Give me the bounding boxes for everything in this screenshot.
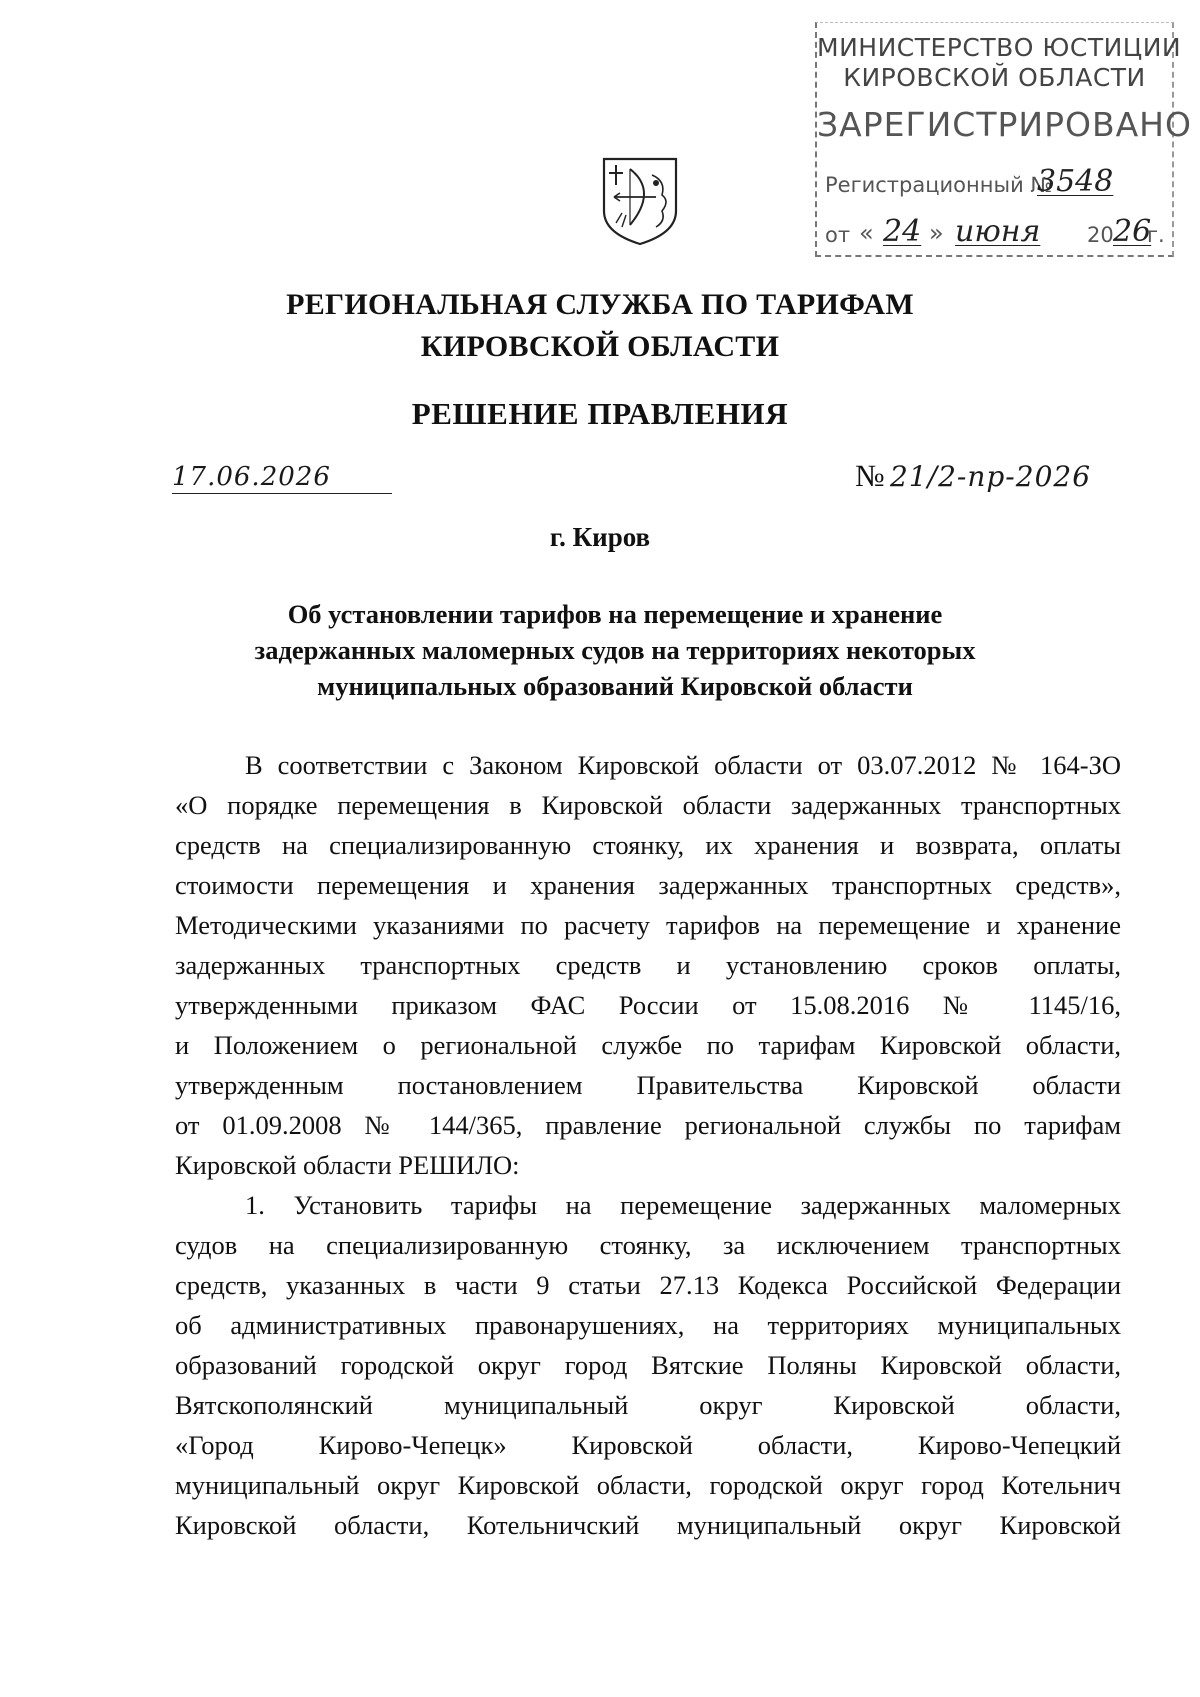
organization-name-line1: РЕГИОНАЛЬНАЯ СЛУЖБА ПО ТАРИФАМ <box>286 288 914 321</box>
subject-line: задержанных маломерных судов на территориях некоторых <box>254 635 976 665</box>
registration-stamp <box>815 22 1192 257</box>
subject-line: муниципальных образований Кировской области <box>317 671 913 701</box>
stamp-day: 24 <box>883 214 922 249</box>
stamp-month: июня <box>955 214 1041 249</box>
stamp-year-prefix: 20 <box>1087 223 1114 247</box>
body-line: В соответствии с Законом Кировской области от 03.07.2012 № 164-ЗО <box>245 750 1121 780</box>
body-line: средств на специализированную стоянку, их хранения и возврата, оплаты <box>175 830 1121 860</box>
body-line: Вятскополянский муниципальный округ Кировской области, <box>175 1390 1121 1420</box>
body-line: утвержденными приказом ФАС России от 15.08.2016 № 1145/16, <box>175 990 1121 1020</box>
document-type-title: РЕШЕНИЕ ПРАВЛЕНИЯ <box>411 396 789 431</box>
body-line: муниципальный округ Кировской области, городской округ город Котельнич <box>175 1470 1121 1500</box>
stamp-year-suffix: 26 <box>1113 214 1152 249</box>
body-line: об административных правонарушениях, на территориях муниципальных <box>175 1310 1121 1340</box>
body-line: утвержденным постановлением Правительства Кировской области <box>175 1070 1121 1100</box>
body-line: Методическими указаниями по расчету тарифов на перемещение и хранение <box>175 910 1121 940</box>
stamp-region: КИРОВСКОЙ ОБЛАСТИ <box>843 63 1146 92</box>
document-date: 17.06.2026 <box>172 462 331 492</box>
stamp-quote-close: » <box>929 219 944 247</box>
body-line: 1. Установить тарифы на перемещение задержанных маломерных <box>245 1190 1121 1220</box>
stamp-ministry: МИНИСТЕРСТВО ЮСТИЦИИ <box>817 33 1182 62</box>
stamp-quote-open: « <box>859 219 874 247</box>
document-subject <box>170 596 1060 704</box>
body-line: судов на специализированную стоянку, за исключением транспортных <box>175 1230 1121 1260</box>
body-line: стоимости перемещения и хранения задержанных транспортных средств», <box>175 870 1121 900</box>
body-line: Кировской области РЕШИЛО: <box>175 1150 520 1180</box>
body-line: задержанных транспортных средств и установлению сроков оплаты, <box>175 950 1121 980</box>
body-line: и Положением о региональной службе по тарифам Кировской области, <box>175 1030 1121 1060</box>
body-line: «О порядке перемещения в Кировской области задержанных транспортных <box>175 790 1121 820</box>
number-sign: № <box>855 458 885 493</box>
body-line: средств, указанных в части 9 статьи 27.13 Кодекса Российской Федерации <box>175 1270 1121 1300</box>
stamp-year-unit: г. <box>1147 223 1165 247</box>
body-line: образований городской округ город Вятские Поляны Кировской области, <box>175 1350 1121 1380</box>
organization-name-line2: КИРОВСКОЙ ОБЛАСТИ <box>420 330 780 363</box>
stamp-registration-number: 3548 <box>1037 164 1114 199</box>
stamp-date-row <box>825 209 1165 253</box>
stamp-registration-number-row <box>825 159 1165 203</box>
body-line: «Город Кирово-Чепецк» Кировской области, Кирово-Чепецкий <box>175 1430 1121 1460</box>
body-line: от 01.09.2008 № 144/365, правление региональной службы по тарифам <box>175 1110 1121 1140</box>
stamp-date-prefix: от <box>825 223 851 247</box>
stamp-registered: ЗАРЕГИСТРИРОВАНО <box>817 105 1192 144</box>
stamp-registration-number-label: Регистрационный № <box>825 173 1053 197</box>
city: г. Киров <box>549 522 651 552</box>
document-number: 21/2-пр-2026 <box>890 460 1092 493</box>
body-line: Кировской области, Котельничский муниципальный округ Кировской <box>175 1510 1121 1540</box>
subject-line: Об установлении тарифов на перемещение и хранение <box>287 599 943 629</box>
coat-of-arms-icon <box>600 155 680 247</box>
